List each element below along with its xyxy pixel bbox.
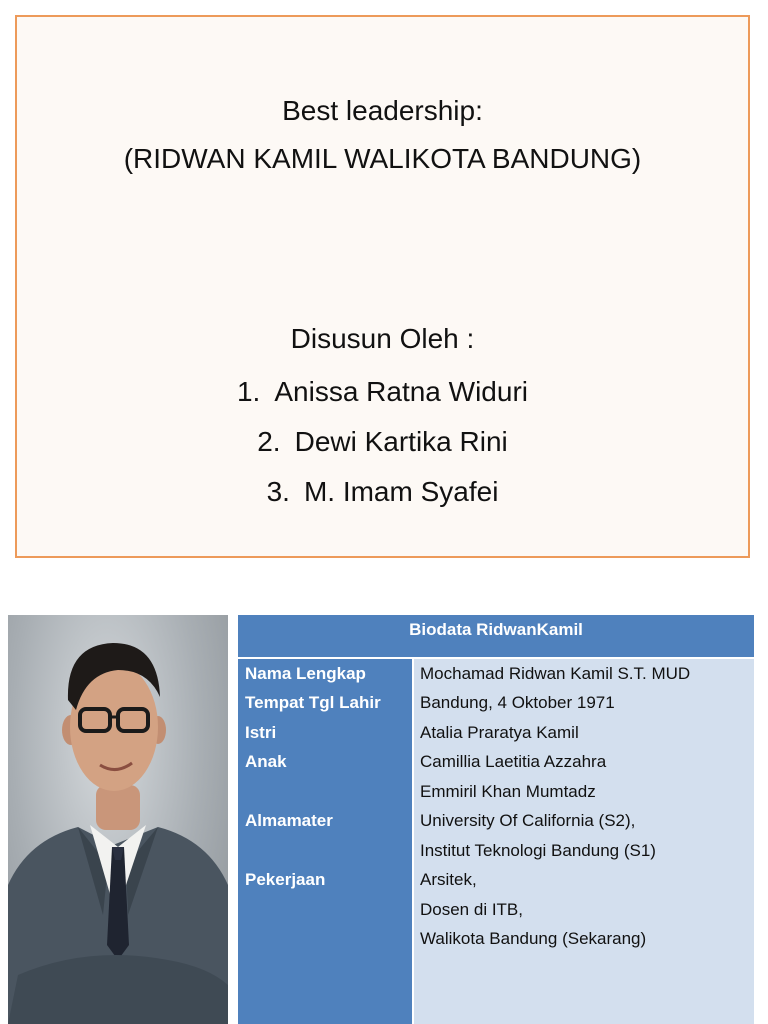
author-item [17, 467, 748, 517]
biodata-value-pekerjaan-3: Walikota Bandung (Sekarang) [420, 929, 647, 948]
biodata-value-anak-1: Camillia Laetitia Azzahra [420, 752, 607, 771]
biodata-value-pekerjaan-2: Dosen di ITB, [420, 900, 523, 919]
biodata-key-nama: Nama Lengkap [245, 664, 366, 683]
biodata-key-almamater: Almamater [245, 811, 333, 830]
biodata-value-almamater-1: University Of California (S2), [420, 811, 636, 830]
author-name: Anissa Ratna Widuri [274, 376, 528, 407]
portrait-illustration [8, 615, 228, 1024]
portrait-photo [8, 615, 228, 1024]
biodata-value-pekerjaan-1: Arsitek, [420, 870, 477, 889]
author-number: 1. [236, 376, 261, 407]
author-item [17, 417, 748, 467]
author-number: 3. [266, 476, 290, 507]
biodata-key-pekerjaan: Pekerjaan [245, 870, 326, 889]
biodata-key-anak: Anak [245, 752, 287, 771]
biodata-value-nama: Mochamad Ridwan Kamil S.T. MUD [420, 664, 691, 683]
biodata-header: Biodata RidwanKamil [238, 615, 754, 657]
biodata-value-ttl: Bandung, 4 Oktober 1971 [420, 693, 615, 712]
biodata-key-istri: Istri [245, 723, 277, 742]
biodata-key-ttl: Tempat Tgl Lahir [245, 693, 381, 712]
biodata-value-istri: Atalia Praratya Kamil [420, 723, 579, 742]
author-name: Dewi Kartika Rini [294, 426, 508, 457]
author-name: M. Imam Syafei [303, 476, 499, 507]
authors-block [17, 317, 748, 517]
slide-title [17, 87, 748, 183]
authors-heading: Disusun Oleh : [290, 323, 475, 354]
title-slide [15, 15, 750, 558]
title-line-1: Best leadership: [282, 95, 483, 126]
author-item [17, 367, 748, 417]
biodata-value-anak-2: Emmiril Khan Mumtadz [420, 782, 596, 801]
biodata-table [238, 615, 754, 1024]
author-number: 2. [257, 426, 281, 457]
biodata-value-almamater-2: Institut Teknologi Bandung (S1) [420, 841, 656, 860]
title-line-2: (RIDWAN KAMIL WALIKOTA BANDUNG) [123, 143, 642, 174]
